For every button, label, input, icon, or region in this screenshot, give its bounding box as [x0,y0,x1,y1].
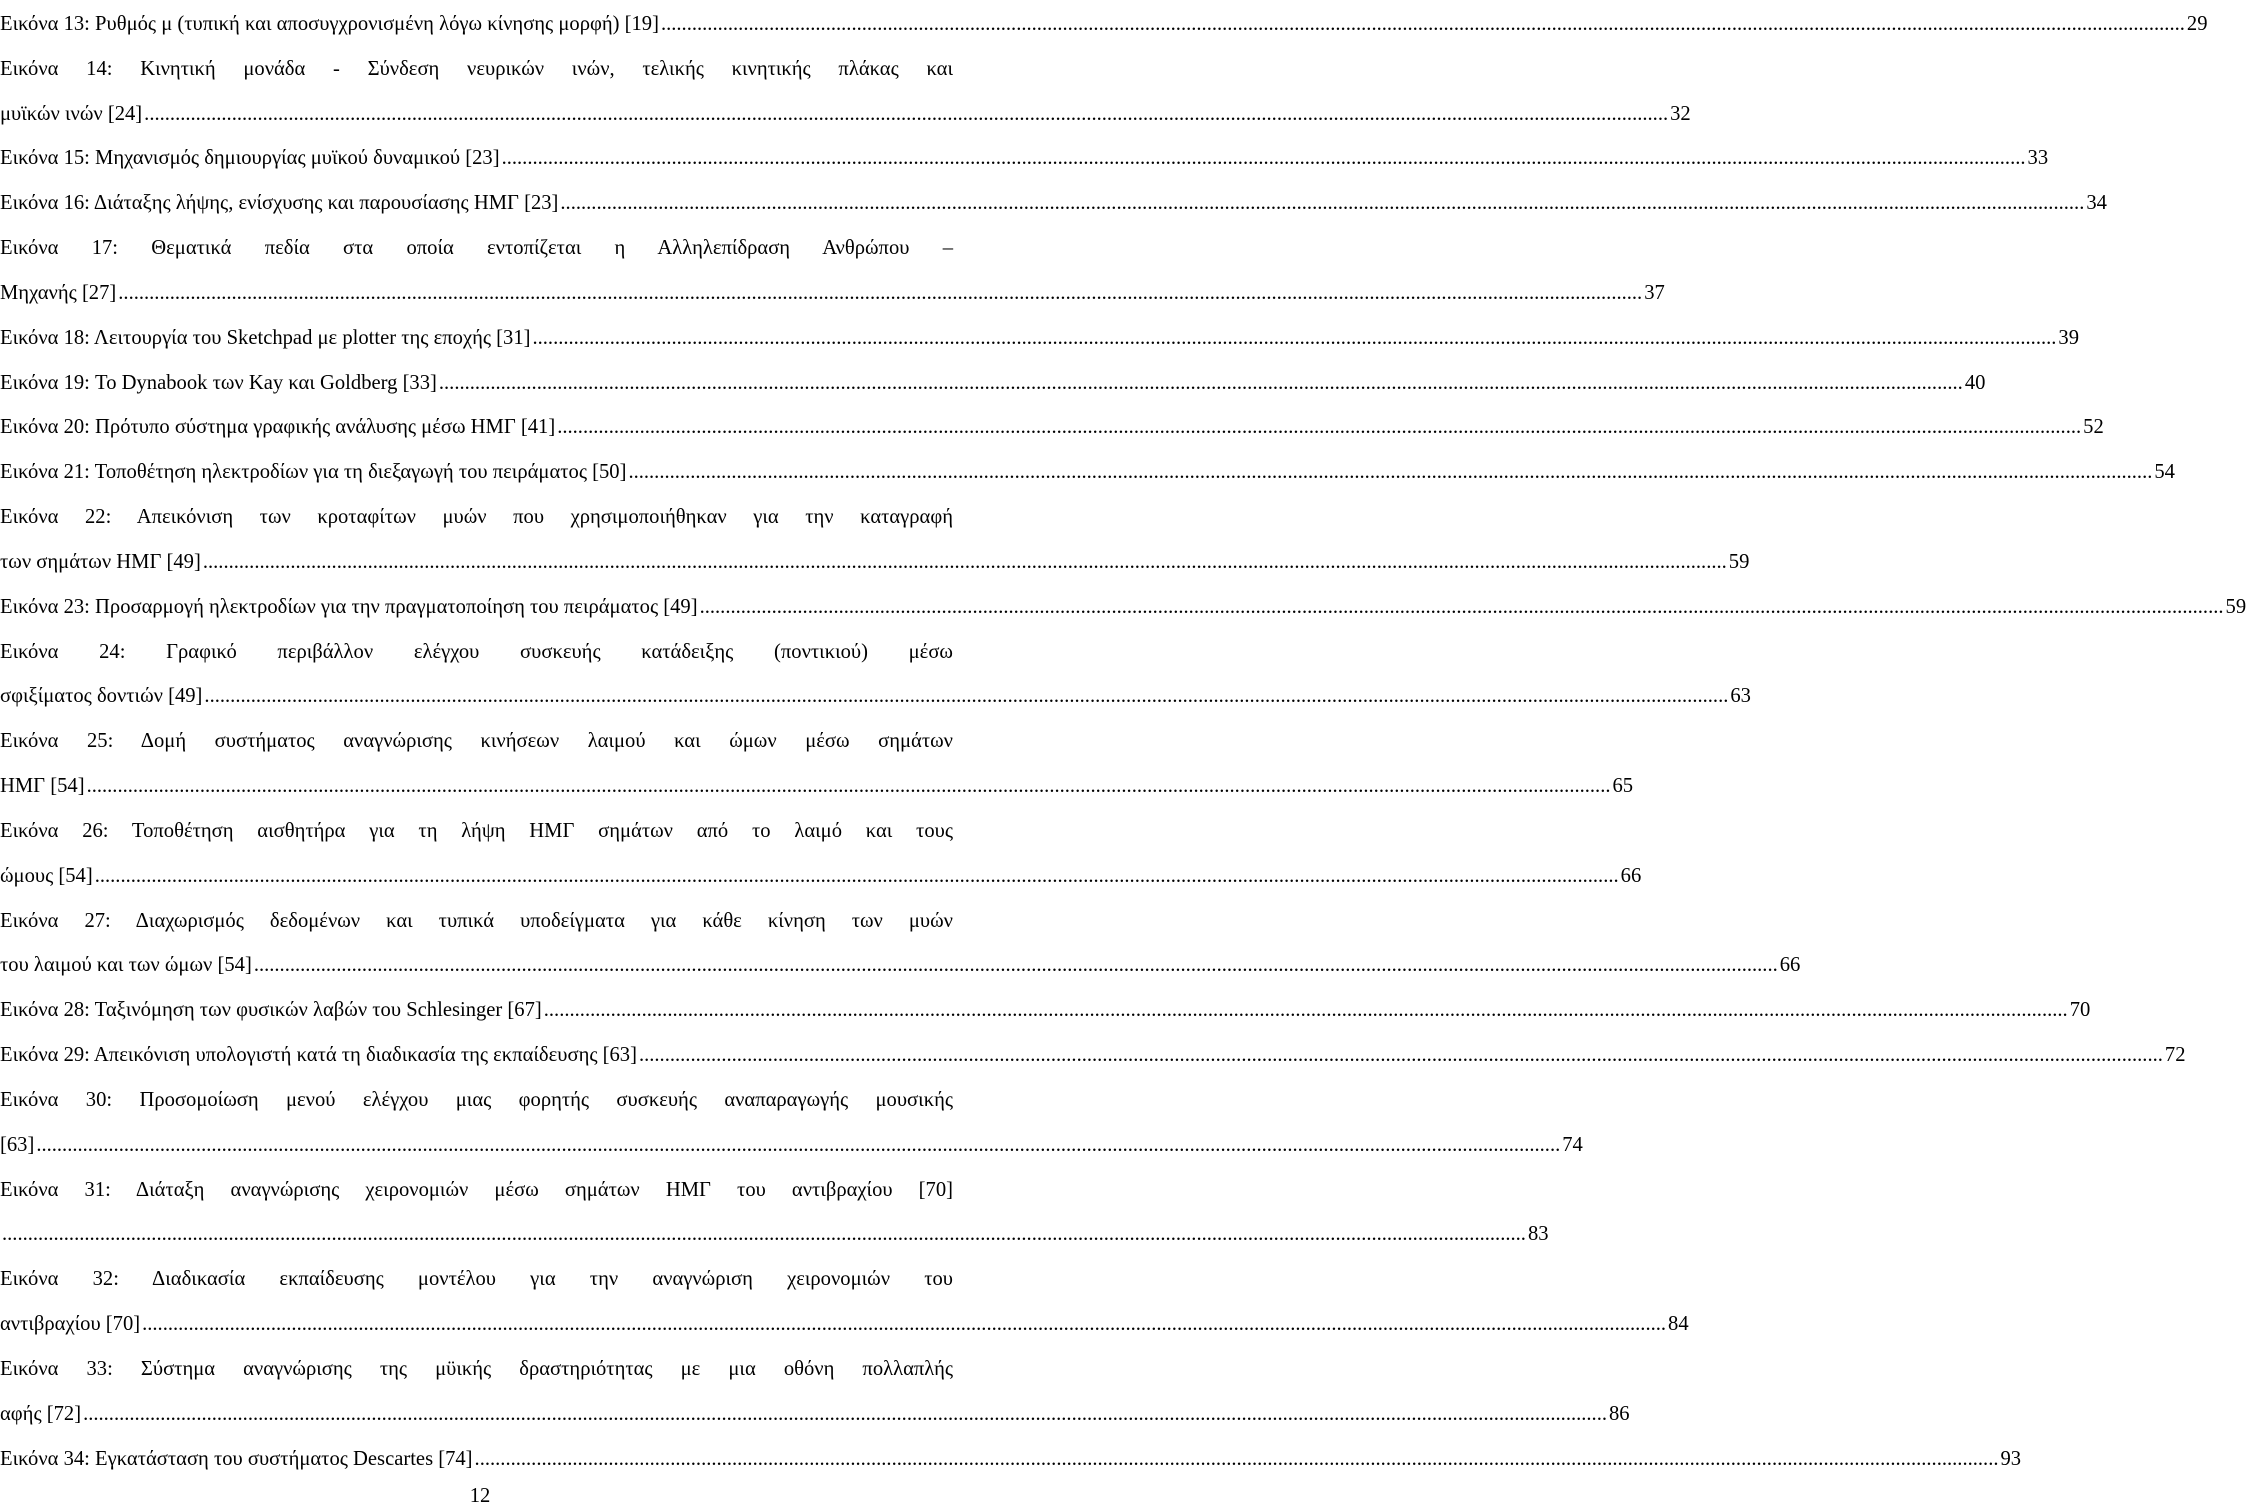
figure-entry[interactable] [0,1347,1630,1437]
entry-page-number: 63 [1730,685,1751,708]
figure-entry[interactable] [0,719,1634,809]
entry-title-line: Εικόνα 32: Διαδικασία εκπαίδευσης μοντέλου για την αναγνώριση χειρονομιών του [0,1268,953,1291]
entry-title-line: σφιξίματος δοντιών [49] [0,685,203,708]
entry-title-line: Εικόνα 19: To Dynabook των Kay και Goldberg [33] [0,371,437,394]
entry-page-number: 59 [1728,550,1750,573]
dot-leader [532,316,2056,361]
dot-leader [36,1123,1560,1168]
entry-page-number: 32 [1670,102,1691,125]
entry-page-number: 70 [2069,999,2091,1022]
entry-final-line [0,1123,1583,1168]
dot-leader [700,585,2224,630]
entry-title-line: Εικόνα 21: Τοποθέτηση ηλεκτροδίων για τη διεξαγωγή του πειράματος [50] [0,461,627,484]
dot-leader [254,943,1778,988]
figure-entry[interactable] [0,630,1751,720]
figure-entry[interactable] [0,988,2091,1033]
figure-entry[interactable] [0,899,1801,989]
dot-leader [118,271,1642,316]
entry-title-line: Εικόνα 34: Εγκατάσταση του συστήματος Descartes [74] [0,1447,473,1470]
entry-final-line [0,1212,1549,1257]
figure-entry[interactable] [0,1033,2186,1078]
entry-final-line [0,405,2104,450]
entry-final-line [0,1437,2022,1482]
entry-title-line: Εικόνα 28: Ταξινόμηση των φυσικών λαβών του Schlesinger [67] [0,999,542,1022]
entry-title-line: Εικόνα 20: Πρότυπο σύστημα γραφικής ανάλυσης μέσω ΗΜΓ [41] [0,416,556,439]
dot-leader [544,988,2068,1033]
figure-entry[interactable] [0,450,2175,495]
entry-page-number: 29 [2186,13,2208,35]
entry-final-line [0,271,1665,316]
entry-title-line: των σημάτων ΗΜΓ [49] [0,550,201,573]
entry-title-line: Εικόνα 23: Προσαρμογή ηλεκτροδίων για την πραγματοποίηση του πειράματος [49] [0,595,698,618]
entry-page-number: 84 [1668,1313,1689,1336]
entry-title-line: Εικόνα 15: Μηχανισμός δημιουργίας μυϊκού δυναμικού [23] [0,147,500,170]
entry-title-line: Εικόνα 27: Διαχωρισμός δεδομένων και τυπικά υποδείγματα για κάθε κίνηση των μυών [0,909,953,932]
entry-page-number: 54 [2154,461,2175,484]
entry-final-line [0,540,1750,585]
entry-page-number: 34 [2086,192,2107,215]
figure-entry[interactable] [0,585,2246,630]
entry-page-number: 74 [1562,1133,1583,1156]
figure-entry[interactable] [0,809,1642,899]
entry-final-line [0,674,1751,719]
entry-final-line [0,316,2080,361]
entry-page-number: 52 [2083,416,2104,439]
dot-leader [628,450,2152,495]
entry-page-number: 39 [2058,326,2080,349]
figure-entry[interactable] [0,181,2107,226]
dot-leader [557,405,2081,450]
figure-entry[interactable] [0,136,2049,181]
dot-leader [87,764,1611,809]
entry-page-number: 33 [2027,147,2049,170]
entry-final-line [0,1392,1630,1437]
entry-title-line: μυϊκών ινών [24] [0,102,143,125]
entry-final-line [0,1302,1689,1347]
entry-title-line: Εικόνα 13: Ρυθμός μ (τυπική και αποσυγχρονισμένη λόγω κίνησης μορφή) [19] [0,13,659,35]
entry-page-number: 65 [1612,775,1634,798]
entry-title-line: ώμους [54] [0,864,93,887]
dot-leader [2,1212,1526,1257]
entry-title-line: Εικόνα 26: Τοποθέτηση αισθητήρα για τη λήψη ΗΜΓ σημάτων από το λαιμό και τους [0,819,953,842]
entry-title-line: Μηχανής [27] [0,281,117,304]
entry-final-line [0,92,1691,137]
figure-entry[interactable] [0,226,1665,316]
entry-title-line: Εικόνα 25: Δομή συστήματος αναγνώρισης κινήσεων λαιμού και ώμων μέσω σημάτων [0,730,953,753]
entry-page-number: 59 [2225,595,2246,618]
dot-leader [639,1033,2163,1078]
entry-title-line: Εικόνα 33: Σύστημα αναγνώρισης της μϋικής δραστηριότητας με μια οθόνη πολλαπλής [0,1357,953,1380]
list-of-figures [0,2,2246,1481]
dot-leader [502,136,2026,181]
entry-page-number: 37 [1644,281,1665,304]
entry-title-line: αντιβραχίου [70] [0,1313,141,1336]
entry-title-line: Εικόνα 24: Γραφικό περιβάλλον ελέγχου συσκευής κατάδειξης (ποντικιού) μέσω [0,640,953,663]
entry-final-line [0,450,2175,495]
entry-title-line: Εικόνα 22: Απεικόνιση των κροταφίτων μυών που χρησιμοποιήθηκαν για την καταγραφή [0,506,953,529]
entry-page-number: 40 [1964,371,1986,394]
entry-final-line [0,361,1986,406]
entry-title-line: αφής [72] [0,1402,82,1425]
entry-title-line: Εικόνα 17: Θεματικά πεδία στα οποία εντοπίζεται η Αλληλεπίδραση Ανθρώπου – [0,237,953,260]
entry-title-line: Εικόνα 31: Διάταξη αναγνώρισης χειρονομιών μέσω σημάτων ΗΜΓ του αντιβραχίου [70] [0,1178,953,1201]
entry-final-line [0,2,2208,47]
entry-title-line: ΗΜΓ [54] [0,775,85,798]
dot-leader [661,2,2185,47]
figure-entry[interactable] [0,361,1986,406]
dot-leader [204,674,1728,719]
figure-entry[interactable] [0,316,2080,361]
entry-title-line: Εικόνα 14: Κινητική μονάδα - Σύνδεση νευρικών ινών, τελικής κινητικής πλάκας και [0,57,953,80]
entry-title-line: Εικόνα 30: Προσομοίωση μενού ελέγχου μιας φορητής συσκευής αναπαραγωγής μουσικής [0,1088,953,1111]
entry-final-line [0,764,1634,809]
entry-final-line [0,585,2246,630]
dot-leader [95,854,1619,899]
entry-page-number: 66 [1779,954,1801,977]
entry-title-line: [63] [0,1133,35,1156]
entry-final-line [0,943,1801,988]
entry-page-number: 86 [1609,1402,1630,1425]
figure-entry[interactable] [0,405,2104,450]
dot-leader [142,1302,1666,1347]
figure-entry[interactable] [0,495,1750,585]
dot-leader [560,181,2084,226]
dot-leader [83,1392,1607,1437]
entry-page-number: 66 [1620,864,1642,887]
figure-entry[interactable] [0,1078,1583,1168]
figure-entry[interactable] [0,1257,1689,1347]
entry-final-line [0,988,2091,1033]
figure-entry[interactable] [0,2,2208,47]
entry-page-number: 72 [2164,1044,2186,1067]
entry-final-line [0,854,1642,899]
dot-leader [144,92,1668,137]
entry-final-line [0,136,2049,181]
entry-title-line: Εικόνα 16: Διάταξης λήψης, ενίσχυσης και παρουσίασης ΗΜΓ [23] [0,192,559,215]
entry-page-number: 93 [2000,1447,2022,1470]
dot-leader [203,540,1727,585]
entry-title-line: Εικόνα 29: Απεικόνιση υπολογιστή κατά τη διαδικασία της εκπαίδευσης [63] [0,1044,637,1067]
entry-page-number: 83 [1527,1223,1549,1246]
page-number: 12 [469,1485,491,1507]
dot-leader [439,361,1963,406]
entry-title-line: του λαιμού και των ώμων [54] [0,954,252,977]
figure-entry[interactable] [0,47,1691,137]
figure-entry[interactable] [0,1437,2022,1482]
dot-leader [475,1437,1999,1482]
entry-final-line [0,181,2107,226]
figure-entry[interactable] [0,1168,1549,1258]
entry-final-line [0,1033,2186,1078]
entry-title-line: Εικόνα 18: Λειτουργία του Sketchpad με plotter της εποχής [31] [0,326,531,349]
